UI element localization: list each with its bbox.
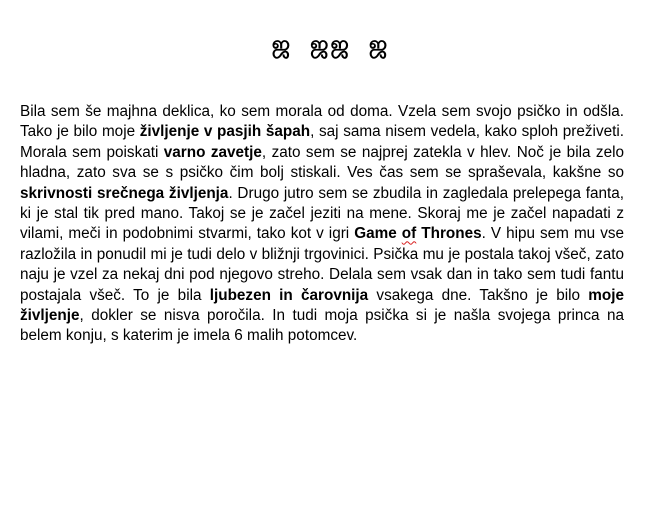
story-text: . Drugo jutro sem se zbudila in zagledala prelepega fanta, ki je stal tik pred mano. Takoj se je začel jeziti na mene. Skoraj me je začel napadati z vilami, meči in podobnimi stvarmi, tako kot v igri xyxy=(20,184,624,243)
story-bold-phrase: Game xyxy=(354,225,397,243)
ornament-glyph-4: ஜ xyxy=(368,32,390,57)
story-text: . V hipu sem mu vse razložila in ponudil mi je tudi delo v bližnji trgovinici. Psička mu je postala takoj všeč, zato naju je vzel za nekaj dni pod njegovo streho. Delala sem vsak dan in tako sem tudi fantu postajala všeč. To je bila xyxy=(20,225,625,304)
story-bold-phrase: ljubezen in čarovnija xyxy=(209,286,369,304)
decorative-ornament xyxy=(0,32,661,60)
story-paragraph xyxy=(20,102,624,347)
story-bold-phrase: življenje v pasjih šapah xyxy=(139,123,311,141)
ornament-glyph-2: ஜ xyxy=(310,32,331,57)
story-bold-phrase: Thrones xyxy=(421,225,482,243)
story-text: , dokler se nisva poročila. In tudi moja psička si je našla svojega princa na belem konju, s katerim je imela 6 malih potomcev. xyxy=(20,307,624,345)
story-text: vsakega dne. Takšno je bilo xyxy=(368,286,589,304)
story-text: , zato sem se najprej zatekla v hlev. Noč je bila zelo hladna, zato sva se s psičko čim bolj stiskali. Ves čas sem se spraševala, kakšne so xyxy=(20,143,624,182)
story-text: , saj sama nisem vedela, kako sploh preživeti. Morala sem poiskati xyxy=(20,123,625,161)
ornament-glyph-1: ஜ xyxy=(271,32,293,57)
story-bold-phrase: moje življenje xyxy=(20,286,624,325)
story-text: Bila sem še majhna deklica, ko sem morala od doma. Vzela sem svojo psičko in odšla. Tako je bilo moje xyxy=(20,103,624,141)
story-bold-phrase: varno zavetje xyxy=(163,143,262,161)
ornament-glyph-3: ஜ xyxy=(330,32,351,57)
story-bold-phrase-spellcheck: of xyxy=(401,225,417,243)
story-bold-phrase: skrivnosti srečnega življenja xyxy=(20,184,229,202)
